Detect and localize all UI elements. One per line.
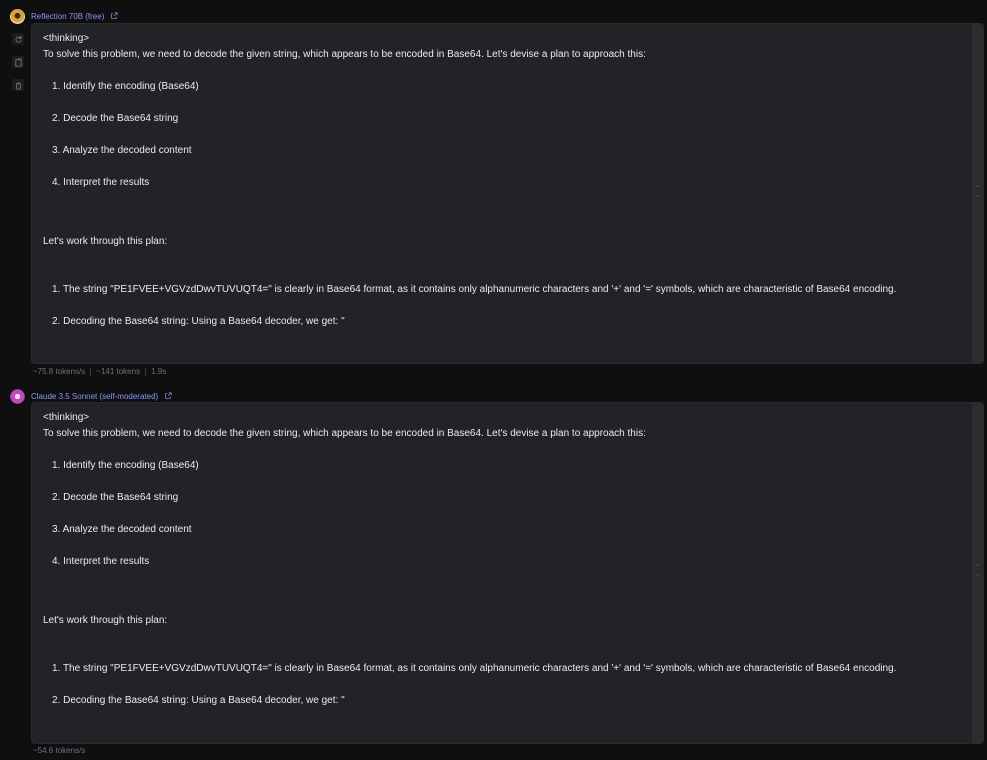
external-link-icon[interactable]	[110, 12, 118, 20]
message-bubble	[31, 402, 984, 744]
stats-divider	[145, 368, 146, 376]
chevron-up-icon[interactable]: ⌃	[974, 194, 981, 203]
message-line: Let's work through this plan:	[43, 615, 168, 626]
message-line: 3. Analyze the decoded content	[52, 145, 192, 156]
copy-button[interactable]	[12, 56, 24, 68]
chevron-down-icon[interactable]: ⌄	[974, 180, 981, 189]
message-stats	[33, 367, 166, 376]
message-stats	[33, 746, 85, 755]
external-link-icon[interactable]	[164, 392, 172, 400]
tokens-per-second: ~75.8 tokens/s	[33, 367, 86, 376]
message-scrollbar[interactable]	[972, 403, 983, 743]
refresh-icon	[14, 35, 23, 44]
message-scrollbar[interactable]	[972, 24, 983, 363]
message-line: 1. Identify the encoding (Base64)	[52, 81, 199, 92]
message-line: 2. Decode the Base64 string	[52, 113, 179, 124]
message-line: 2. Decoding the Base64 string: Using a Base64 decoder, we get: "	[52, 316, 345, 327]
chevron-down-icon[interactable]: ⌄	[974, 559, 981, 568]
tokens-per-second: ~54.6 tokens/s	[33, 746, 86, 755]
model-avatar	[10, 9, 25, 24]
message-line: 1. Identify the encoding (Base64)	[52, 460, 199, 471]
model-name-link[interactable]: Reflection 70B (free)	[31, 11, 105, 21]
delete-button[interactable]	[12, 79, 24, 91]
message-line: 4. Interpret the results	[52, 177, 150, 188]
message-line: To solve this problem, we need to decode the given string, which appears to be encoded in Base64. Let's devise a plan to approach this:	[43, 428, 646, 439]
message-line: 4. Interpret the results	[52, 556, 150, 567]
message-header	[10, 8, 118, 24]
response-time: 1.9s	[151, 367, 167, 376]
message-line: Let's work through this plan:	[43, 236, 168, 247]
message-line: 2. Decode the Base64 string	[52, 492, 179, 503]
regenerate-button[interactable]	[12, 33, 24, 45]
message-bubble	[31, 23, 984, 364]
copy-icon	[14, 58, 23, 67]
message-line: 1. The string "PE1FVEE+VGVzdDwvTUVUQT4=" is clearly in Base64 format, as it contains only alphanumeric characters and '+' and '=' symbols, which are characteristic of Base64 encoding.	[52, 284, 897, 295]
message-line: To solve this problem, we need to decode the given string, which appears to be encoded in Base64. Let's devise a plan to approach this:	[43, 49, 646, 60]
chevron-up-icon[interactable]: ⌃	[974, 573, 981, 582]
token-count: ~141 tokens	[96, 367, 141, 376]
model-name-link[interactable]: Claude 3.5 Sonnet (self-moderated)	[31, 391, 159, 401]
model-avatar	[10, 389, 25, 404]
message-tools	[12, 33, 24, 91]
message-line: 3. Analyze the decoded content	[52, 524, 192, 535]
message-line: 2. Decoding the Base64 string: Using a Base64 decoder, we get: "	[52, 695, 345, 706]
message-line: 1. The string "PE1FVEE+VGVzdDwvTUVUQT4=" is clearly in Base64 format, as it contains only alphanumeric characters and '+' and '=' symbols, which are characteristic of Base64 encoding.	[52, 663, 897, 674]
trash-icon	[14, 81, 23, 90]
message-line: <thinking>	[43, 33, 90, 44]
stats-divider	[90, 368, 91, 376]
message-line: <thinking>	[43, 412, 90, 423]
